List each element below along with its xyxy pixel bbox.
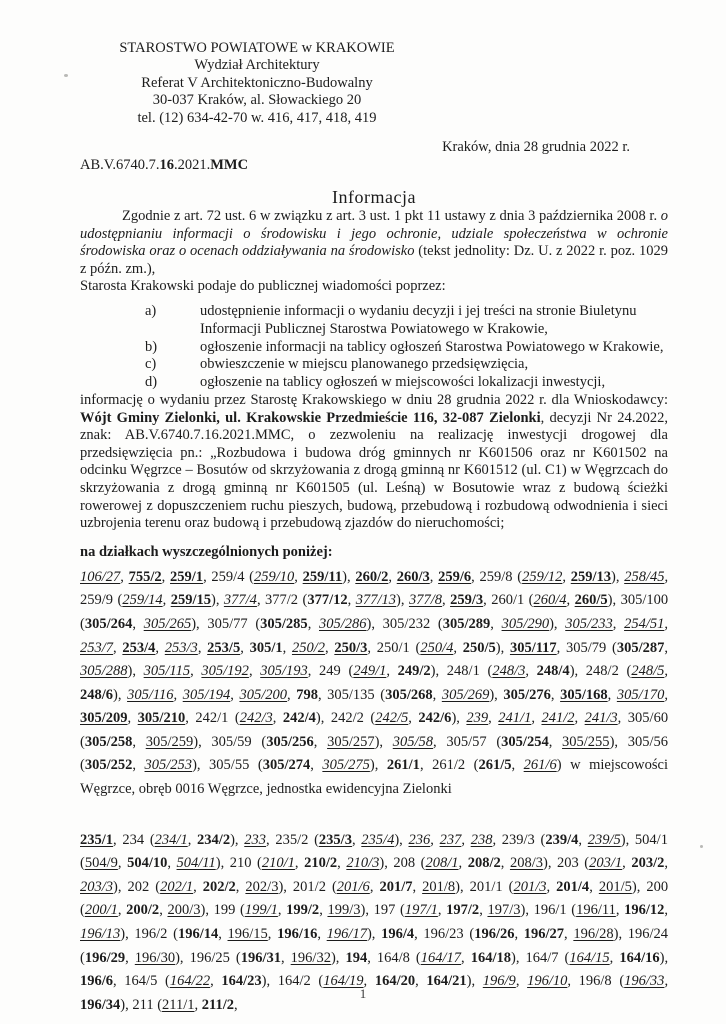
parcel-list-wegrzce: 106/27, 755/2, 259/1, 259/4 (259/10, 259/11), 260/2, 260/3, 259/6, 259/8 (259/12, 259/13), 258/45, 259/9 (259/14, 259/15), 377/4, 377/2 (377/12, 377/13), 377/8, 259/3, 260/1 (260/4, 260/5), 305/100 (305/264, 305/265), 305/77 (305/285, 305/286), 305/232 (305/289, 305/290), 305/233, 254/51, 253/7, 253/4, 253/3, 253/5, 305/1, 250/2, 250/3, 250/1 (250/4, 250/5), 305/117, 305/79 (305/287, 305/288), 305/115, 305/192, 305/193, 249 (249/1, 249/2), 248/1 (248/3, 248/4), 248/2 (248/5, 248/6), 305/116, 305/194, 305/200, 798, 305/135 (305/268, 305/269), 305/276, 305/168, 305/170, 305/209, 305/210, 242/1 (242/3, 242/4), 242/2 (242/5, 242/6), 239, 241/1, 241/2, 241/3, 305/60 (305/258, 305/259), 305/59 (305/256, 305/257), 305/58, 305/57 (305/254, 305/255), 305/56 (305/252, 305/253), 305/55 (305/274, 305/275), 261/1, 261/2 (261/5, 261/6) w miejscowości Węgrzce, obręb 0016 Węgrzce, jednostka ewidencyjna Zielonki <box>80 568 669 798</box>
list-item-label: d) <box>145 374 158 391</box>
list-item-text: ogłoszenie na tablicy ogłoszeń w miejscowości lokalizacji inwestycji, <box>200 374 606 391</box>
list-item-text: obwieszczenie w miejscu planowanego przedsięwzięcia, <box>200 356 529 373</box>
parcels-heading: na działkach wyszczególnionych poniżej: <box>80 543 333 560</box>
scan-artifact <box>64 74 68 77</box>
scan-artifact <box>700 845 703 848</box>
decision-info-paragraph: informację o wydaniu przez Starostę Krakowskiego w dniu 28 grudnia 2022 r. dla Wnioskodawcy: Wójt Gminy Zielonki, ul. Krakowskie Przedmieście 116, 32-087 Zielonki, decyzji Nr 24.2022, znak: AB.V.6740.7.16.2021.MMC, o zezwoleniu na realizację inwestycji drogowej dla przedsięwzięcia pn.: „Rozbudowa i budowa dróg gminnych nr K601506 oraz nr K601502 na odcinku Węgrzce – Bosutów od skrzyżowania z drogą gminną nr K601512 (ul. C1) w Węgrzcach do skrzyżowania z drogą gminną nr K601505 (ul. Leśną) w Bosutowie wraz z budową ścieżki rowerowej z dopuszczeniem ruchu pieszych, budową, przebudową i rozbudową odwodnienia i sieci uzbrojenia terenu oraz budową i przebudową zjazdów do nieruchomości; <box>80 391 669 532</box>
letterhead-line-unit: Referat V Architektoniczno-Budowalny <box>141 74 373 91</box>
publication-methods-list <box>80 303 668 392</box>
date-line: Kraków, dnia 28 grudnia 2022 r. <box>442 139 630 156</box>
legal-basis-paragraph: Zgodnie z art. 72 ust. 6 w związku z art. 3 ust. 1 pkt 11 ustawy z dnia 3 października 2008 r. o udostępnianiu informacji o środowisku i jego ochronie, udziale społeczeństwa w ochronie środowiska oraz o ocenach oddziaływania na środowisko (tekst jednolity: Dz. U. z 2022 r. poz. 1029 z późn. zm.), <box>80 208 669 277</box>
list-item <box>80 374 668 392</box>
list-item <box>80 303 668 339</box>
letterhead-line-phone: tel. (12) 634-42-70 w. 416, 417, 418, 419 <box>137 109 377 126</box>
list-item-label: c) <box>145 356 157 373</box>
page-number: 1 <box>359 986 367 1001</box>
letterhead-line-office: STAROSTWO POWIATOWE w KRAKOWIE <box>119 40 395 56</box>
list-item-text: udostępnienie informacji o wydaniu decyzji i jej treści na stronie Biuletynu Informacji Publicznej Starostwa Powiatowego w Krakowie, <box>200 303 637 337</box>
list-item-label: a) <box>145 303 157 319</box>
case-reference-number: AB.V.6740.7.16.2021.MMC <box>80 157 249 174</box>
parcel-list-continued: 235/1, 234 (234/1, 234/2), 233, 235/2 (235/3, 235/4), 236, 237, 238, 239/3 (239/4, 239/5), 504/1 (504/9, 504/10, 504/11), 210 (210/1, 210/2, 210/3), 208 (208/1, 208/2, 208/3), 203 (203/1, 203/2, 203/3), 202 (202/1, 202/2, 202/3), 201/2 (201/6, 201/7, 201/8), 201/1 (201/3, 201/4, 201/5), 200 (200/1, 200/2, 200/3), 199 (199/1, 199/2, 199/3), 197 (197/1, 197/2, 197/3), 196/1 (196/11, 196/12, 196/13), 196/2 (196/14, 196/15, 196/16, 196/17), 196/4, 196/23 (196/26, 196/27, 196/28), 196/24 (196/29, 196/30), 196/25 (196/31, 196/32), 194, 164/8 (164/17, 164/18), 164/7 (164/15, 164/16), 196/6, 164/5 (164/22, 164/23), 164/2 (164/19, 164/20, 164/21), 196/9, 196/10, 196/8 (196/33, 196/34), 211 (211/1, 211/2, <box>80 831 669 1013</box>
announcement-line: Starosta Krakowski podaje do publicznej wiadomości poprzez: <box>80 278 446 295</box>
list-item <box>80 356 668 374</box>
document-title: Informacja <box>332 187 416 208</box>
list-item <box>80 339 668 357</box>
list-item-label: b) <box>145 338 158 355</box>
letterhead <box>86 40 428 127</box>
letterhead-line-address: 30-037 Kraków, al. Słowackiego 20 <box>152 92 362 109</box>
letterhead-line-department: Wydział Architektury <box>194 57 320 74</box>
list-item-text: ogłoszenie informacji na tablicy ogłoszeń Starostwa Powiatowego w Krakowie, <box>200 338 664 355</box>
